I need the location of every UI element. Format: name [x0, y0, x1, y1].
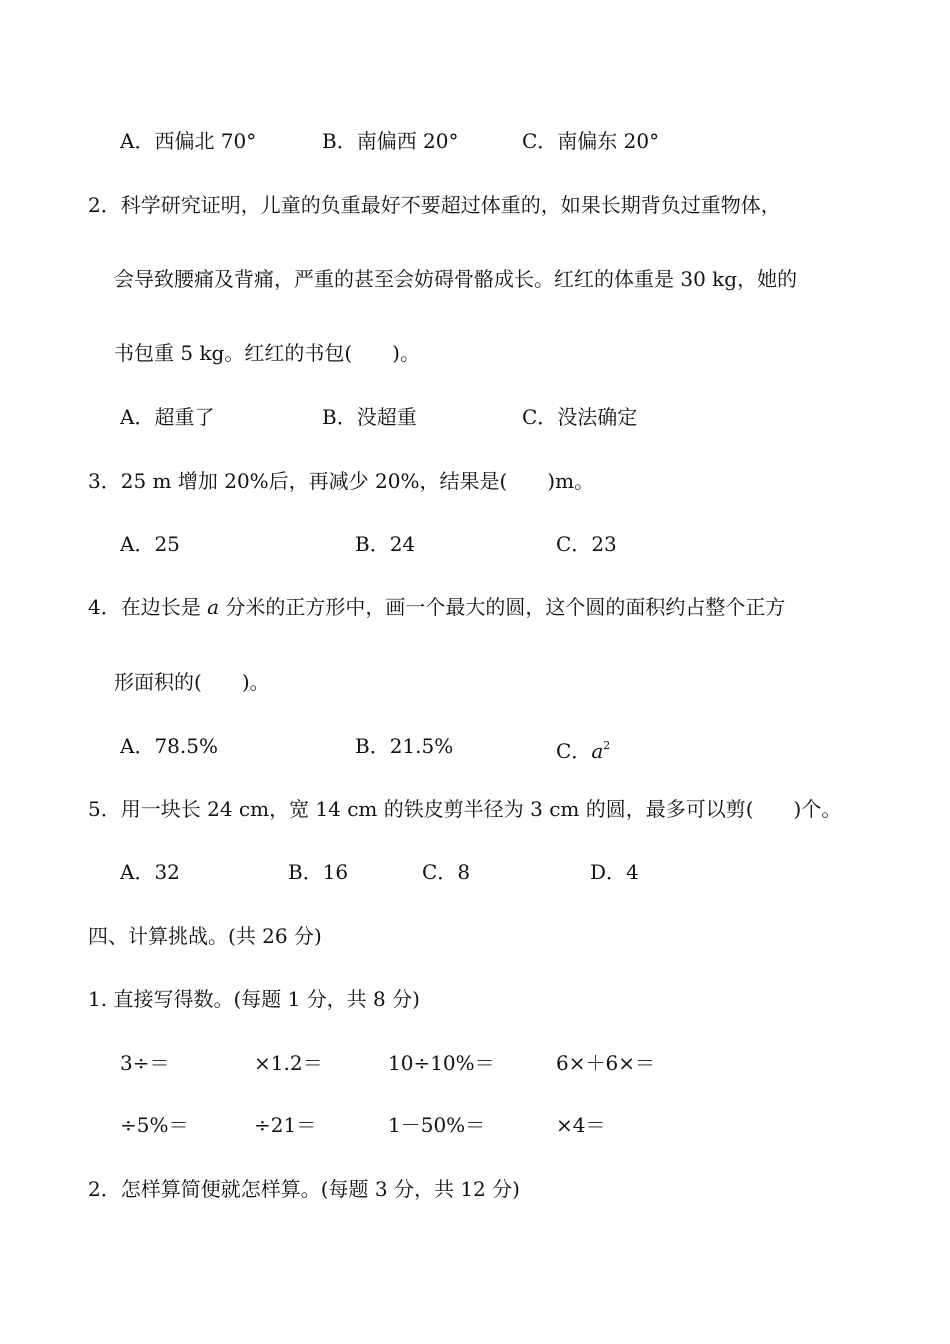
- question-number: 5．: [88, 797, 121, 821]
- question-text: 在边长是: [120, 595, 208, 619]
- q5-option-a: [120, 860, 180, 884]
- option-letter: A．: [120, 734, 155, 758]
- part-title: 1. 直接写得数。(每题 1 分，共 8 分): [88, 987, 420, 1011]
- question-number: 2．: [88, 193, 121, 217]
- calc-expression: 10÷10%＝: [388, 1051, 495, 1075]
- option-text: 没超重: [356, 405, 417, 429]
- calc-expression: ÷21＝: [254, 1113, 317, 1137]
- option-text: 78.5%: [154, 734, 218, 758]
- option-letter: B．: [322, 129, 357, 153]
- q2-line-2: [114, 267, 797, 291]
- calc-expression: 1－50%＝: [388, 1113, 486, 1137]
- question-number: 4．: [88, 595, 121, 619]
- option-text: 4: [626, 860, 639, 884]
- question-text: 书包重 5 kg。红红的书包(: [114, 341, 353, 365]
- option-text: 南偏西 20°: [356, 129, 459, 153]
- option-letter: C．: [422, 860, 458, 884]
- calc-item: [254, 1051, 323, 1075]
- calc-expression: 6×＋6×＝: [556, 1051, 655, 1075]
- superscript: 2: [603, 739, 611, 752]
- q4-line-2: [114, 670, 270, 694]
- q3-option-c: [556, 532, 617, 556]
- part-1-title: [88, 987, 420, 1011]
- option-letter: C．: [522, 405, 558, 429]
- q5-line: [88, 797, 841, 821]
- option-text: 16: [322, 860, 349, 884]
- option-letter: C．: [556, 532, 592, 556]
- question-text: )。: [241, 670, 270, 694]
- option-text: 西偏北 70°: [154, 129, 257, 153]
- question-text: 形面积的(: [114, 670, 202, 694]
- q2-line-1: [88, 193, 781, 217]
- option-letter: A．: [120, 860, 155, 884]
- q2-option-c: [522, 405, 637, 429]
- part-title: 2．怎样算简便就怎样算。(每题 3 分，共 12 分): [88, 1177, 520, 1201]
- question-text: )。: [392, 341, 420, 365]
- option-text: 24: [389, 532, 416, 556]
- calc-item: [120, 1113, 189, 1137]
- question-text: )个。: [793, 797, 842, 821]
- question-text: 用一块长 24 cm，宽 14 cm 的铁皮剪半径为 3 cm 的圆，最多可以剪(: [120, 797, 754, 821]
- option-text: 8: [457, 860, 471, 884]
- q1-option-c: [522, 129, 659, 153]
- q4-option-a: [120, 734, 218, 758]
- q4-line-1: [88, 595, 785, 619]
- variable: a: [207, 595, 220, 619]
- option-text: 南偏东 20°: [557, 129, 660, 153]
- option-text: 21.5%: [389, 734, 454, 758]
- q2-line-3: [114, 341, 420, 365]
- q4-option-c: [556, 734, 610, 763]
- question-text: )m。: [547, 469, 595, 493]
- q1-option-b: [322, 129, 459, 153]
- question-text: 25 m 增加 20%后，再减少 20%，结果是(: [120, 469, 508, 493]
- option-letter: D．: [590, 860, 627, 884]
- q1-option-a: [120, 129, 256, 153]
- calc-item: [388, 1051, 495, 1075]
- calc-item: [254, 1113, 316, 1137]
- calc-item: [556, 1113, 605, 1137]
- calc-item: [388, 1113, 485, 1137]
- option-letter: A．: [120, 129, 155, 153]
- calc-expression: ÷5%＝: [120, 1113, 189, 1137]
- question-number: 3．: [88, 469, 121, 493]
- option-letter: C．: [522, 129, 558, 153]
- question-text: 科学研究证明，儿童的负重最好不要超过体重的，如果长期背负过重物体，: [120, 193, 781, 217]
- q3-option-b: [355, 532, 415, 556]
- option-letter: A．: [120, 532, 155, 556]
- question-text: 会导致腰痛及背痛，严重的甚至会妨碍骨骼成长。红红的体重是 30 kg，她的: [114, 267, 798, 291]
- question-text: 分米的正方形中，画一个最大的圆，这个圆的面积约占整个正方: [219, 595, 786, 619]
- q3-line: [88, 469, 594, 493]
- option-text: a: [591, 739, 604, 763]
- option-letter: B．: [355, 532, 390, 556]
- section-title: 四、计算挑战。(共 26 分): [88, 924, 322, 948]
- calc-expression: 3÷＝: [120, 1051, 170, 1075]
- q5-option-c: [422, 860, 470, 884]
- section-4-title: [88, 924, 322, 948]
- calc-item: [120, 1051, 169, 1075]
- q5-option-d: [590, 860, 639, 884]
- calc-expression: ×4＝: [556, 1113, 606, 1137]
- calc-item: [556, 1051, 655, 1075]
- option-text: 32: [154, 860, 180, 884]
- q2-option-a: [120, 405, 214, 429]
- q5-option-b: [288, 860, 348, 884]
- q2-option-b: [322, 405, 417, 429]
- option-letter: B．: [355, 734, 390, 758]
- option-text: 25: [154, 532, 180, 556]
- option-text: 超重了: [154, 405, 215, 429]
- option-letter: B．: [322, 405, 357, 429]
- option-letter: B．: [288, 860, 323, 884]
- option-letter: A．: [120, 405, 155, 429]
- q4-option-b: [355, 734, 453, 758]
- part-2-title: [88, 1177, 520, 1201]
- option-letter: C．: [556, 739, 592, 763]
- option-text: 23: [591, 532, 617, 556]
- option-text: 没法确定: [557, 405, 638, 429]
- q3-option-a: [120, 532, 180, 556]
- calc-expression: ×1.2＝: [254, 1051, 323, 1075]
